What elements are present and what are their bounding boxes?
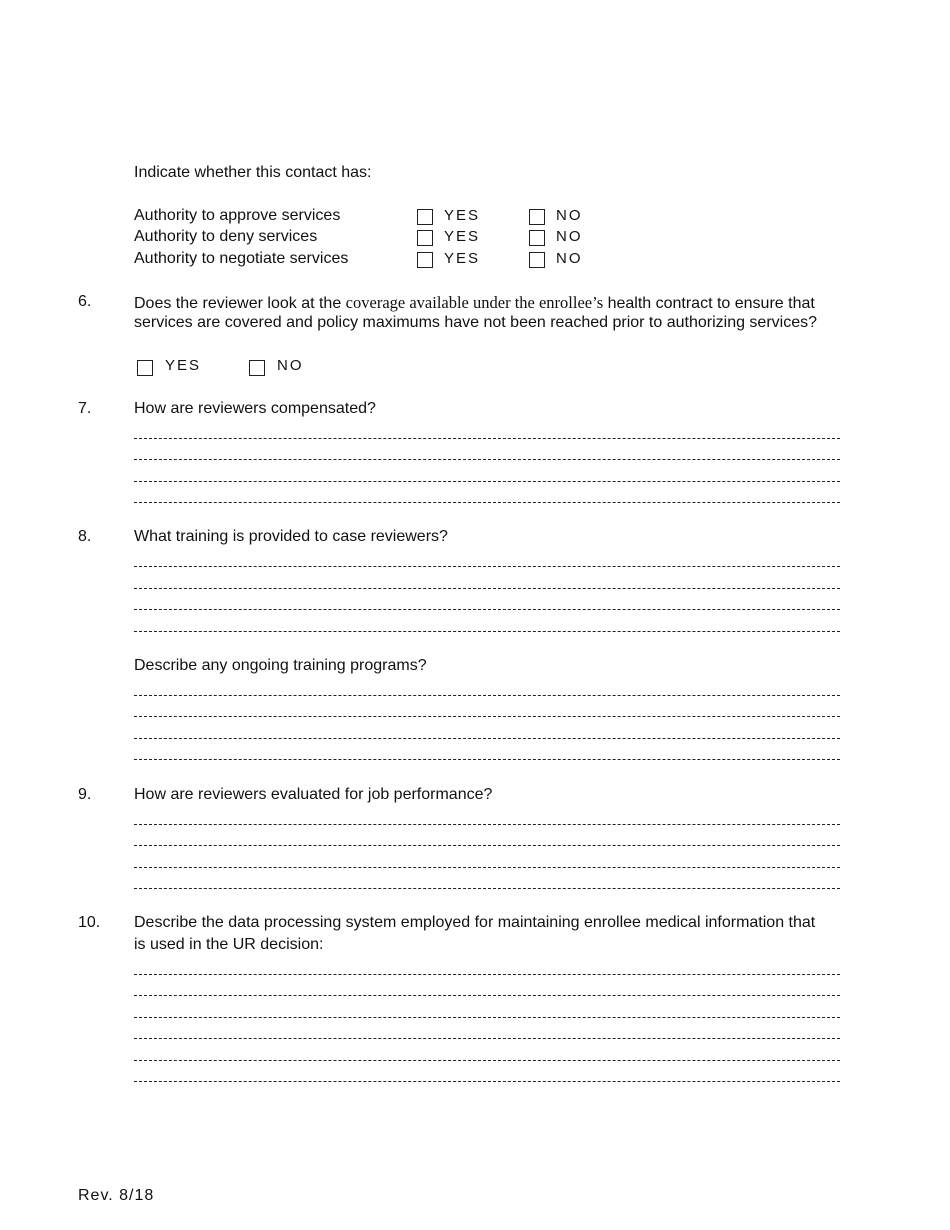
q8-answer-line-3[interactable] — [134, 609, 840, 610]
q10-answer-line-4[interactable] — [134, 1038, 840, 1039]
q7-answer-line-1[interactable] — [134, 438, 840, 439]
q9-answer-line-1[interactable] — [134, 824, 840, 825]
q6-no-label: NO — [277, 357, 304, 374]
q6-yes-label: YES — [165, 357, 202, 374]
q10-answer-line-3[interactable] — [134, 1017, 840, 1018]
q9-answer-line-4[interactable] — [134, 888, 840, 889]
authority-approve-no-checkbox[interactable] — [529, 209, 545, 225]
q9-number: 9. — [78, 786, 92, 803]
q8-sub-text: Describe any ongoing training programs? — [134, 657, 427, 674]
authority-approve-label: Authority to approve services — [134, 207, 341, 224]
q8-number: 8. — [78, 528, 92, 545]
q8-answer-line-4[interactable] — [134, 631, 840, 632]
q6-no-checkbox[interactable] — [249, 360, 265, 376]
authority-deny-label: Authority to deny services — [134, 228, 318, 245]
q7-answer-line-4[interactable] — [134, 502, 840, 503]
q8-sub-answer-line-4[interactable] — [134, 759, 840, 760]
q9-answer-line-2[interactable] — [134, 845, 840, 846]
q6-text-line1 — [134, 293, 815, 313]
authority-negotiate-no-checkbox[interactable] — [529, 252, 545, 268]
authority-deny-yes-checkbox[interactable] — [417, 230, 433, 246]
q10-text-line1: Describe the data processing system employed for maintaining enrollee medical information that — [134, 914, 816, 931]
q8-sub-answer-line-3[interactable] — [134, 738, 840, 739]
q10-answer-line-6[interactable] — [134, 1081, 840, 1082]
q10-number: 10. — [78, 914, 101, 931]
q8-sub-answer-line-1[interactable] — [134, 695, 840, 696]
q6-number: 6. — [78, 293, 92, 310]
q6-text-line2: services are covered and policy maximums have not been reached prior to authorizing services? — [134, 314, 818, 331]
authority-negotiate-yes-label: YES — [444, 250, 481, 267]
q8-answer-line-1[interactable] — [134, 566, 840, 567]
q8-text: What training is provided to case reviewers? — [134, 528, 448, 545]
authority-deny-no-label: NO — [556, 228, 583, 245]
authority-approve-yes-checkbox[interactable] — [417, 209, 433, 225]
authority-deny-yes-label: YES — [444, 228, 481, 245]
q7-number: 7. — [78, 400, 92, 417]
q6-yes-checkbox[interactable] — [137, 360, 153, 376]
authority-approve-yes-label: YES — [444, 207, 481, 224]
q6-text-b: coverage available under the enrollee’s — [345, 293, 604, 312]
authority-approve-no-label: NO — [556, 207, 583, 224]
q9-text: How are reviewers evaluated for job performance? — [134, 786, 493, 803]
authority-negotiate-no-label: NO — [556, 250, 583, 267]
revision-footer: Rev. 8/18 — [78, 1187, 155, 1204]
q6-text-a: Does the reviewer look at the — [134, 295, 346, 312]
q10-answer-line-1[interactable] — [134, 974, 840, 975]
q7-answer-line-3[interactable] — [134, 481, 840, 482]
authority-negotiate-label: Authority to negotiate services — [134, 250, 349, 267]
q10-answer-line-2[interactable] — [134, 995, 840, 996]
q7-text: How are reviewers compensated? — [134, 400, 376, 417]
q8-sub-answer-line-2[interactable] — [134, 716, 840, 717]
q7-answer-line-2[interactable] — [134, 459, 840, 460]
q8-answer-line-2[interactable] — [134, 588, 840, 589]
q6-text-c: health contract to ensure that — [603, 295, 815, 312]
authority-negotiate-yes-checkbox[interactable] — [417, 252, 433, 268]
q10-answer-line-5[interactable] — [134, 1060, 840, 1061]
authority-deny-no-checkbox[interactable] — [529, 230, 545, 246]
q9-answer-line-3[interactable] — [134, 867, 840, 868]
q10-text-line2: is used in the UR decision: — [134, 936, 324, 953]
intro-text: Indicate whether this contact has: — [134, 164, 372, 181]
